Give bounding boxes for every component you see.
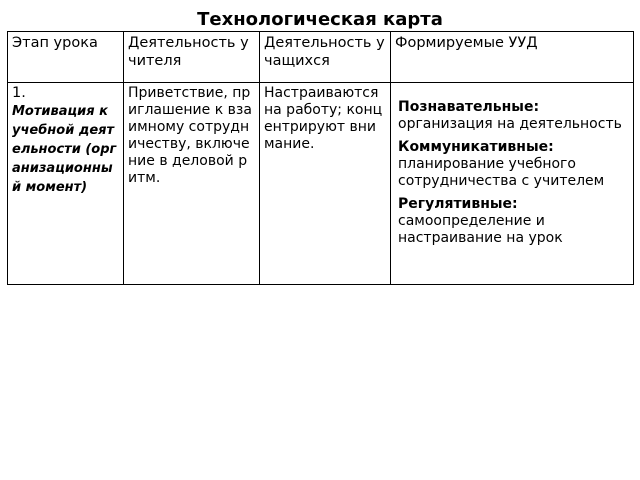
uud-communicative-label: Коммуникативные: — [398, 139, 554, 155]
uud-cognitive-label: Познавательные: — [398, 99, 540, 115]
uud-cognitive-text: организация на деятельность — [398, 116, 622, 132]
uud-communicative — [398, 139, 626, 190]
uud-regulative-label: Регулятивные: — [398, 196, 518, 212]
header-teacher-activity: Деятельность учителя — [124, 32, 260, 83]
tech-map-table — [7, 31, 634, 285]
header-uud: Формируемые УУД — [391, 32, 634, 83]
table-header-row — [8, 32, 634, 83]
student-activity-cell: Настраиваются на работу; концентрируют внимание. — [260, 83, 391, 285]
uud-cognitive — [398, 99, 626, 133]
table-row — [8, 83, 634, 285]
uud-regulative — [398, 196, 626, 247]
teacher-activity-cell: Приветствие, приглашение к взаимному сотрудничеству, включение в деловой ритм. — [124, 83, 260, 285]
header-stage: Этап урока — [8, 32, 124, 83]
stage-name: Мотивация к учебной деятельности (организационный момент) — [12, 104, 117, 195]
stage-cell — [8, 83, 124, 285]
uud-cell — [391, 83, 634, 285]
uud-regulative-text: самоопределение и настраивание на урок — [398, 213, 563, 246]
stage-number: 1. — [12, 85, 26, 101]
uud-communicative-text: планирование учебного сотрудничества с учителем — [398, 156, 605, 189]
header-student-activity: Деятельность учащихся — [260, 32, 391, 83]
page-title: Технологическая карта — [197, 9, 443, 30]
